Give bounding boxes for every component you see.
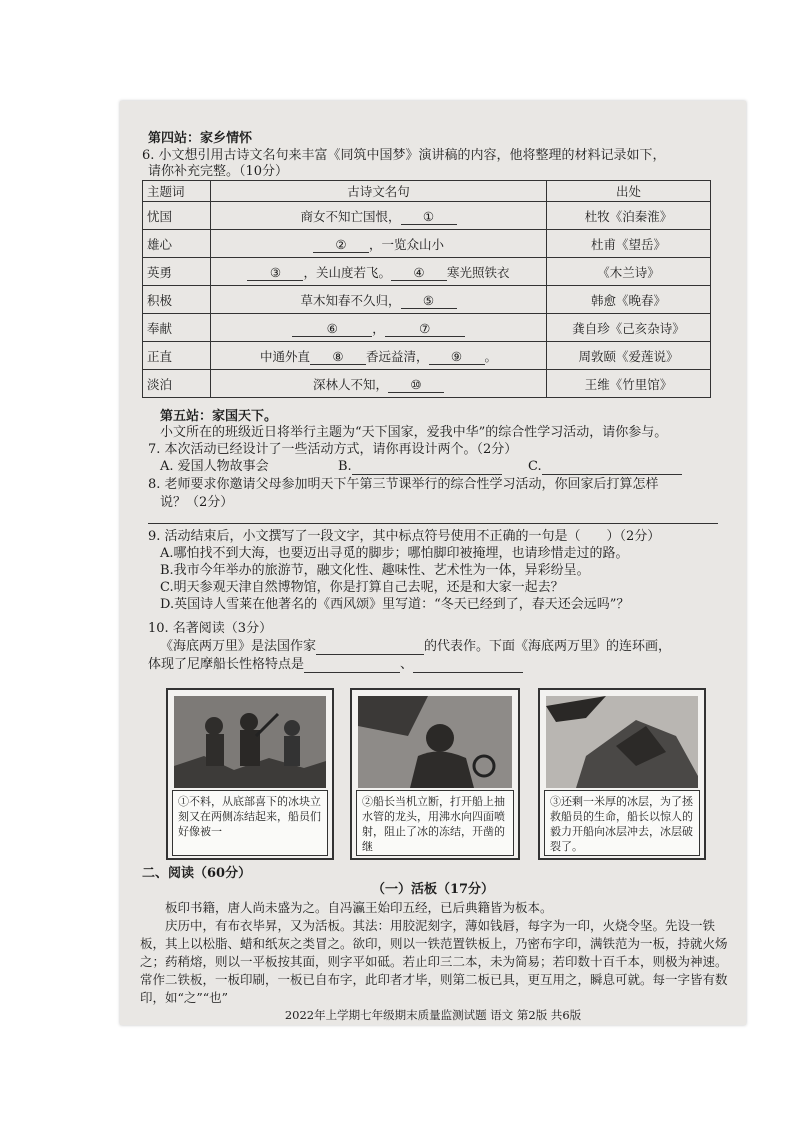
answer-blank: ⑥	[292, 321, 372, 337]
answer-blank: ⑤	[401, 293, 457, 309]
q9-option-c: C.明天参观天津自然博物馆，你是打算自己去呢，还是和大家一起去？	[160, 580, 564, 595]
answer-blank: ⑧	[310, 349, 366, 365]
comic-panel-2	[350, 688, 520, 860]
comic-caption-3: ③还剩一米厚的冰层，为了拯救船员的生命，船长以惊人的毅力开船向冰层冲去，冰层破裂了。	[544, 790, 700, 856]
page-footer: 2022年上学期七年级期末质量监测试题 语文 第2版 共6版	[284, 1008, 582, 1022]
quote-text: 寒光照铁衣	[447, 264, 510, 280]
poem-table	[142, 180, 711, 398]
header-quote: 古诗文名句	[211, 181, 547, 202]
row-theme: 奉献	[143, 314, 211, 342]
quote-text: 草木知春不久归，	[300, 292, 401, 308]
answer-blank: ①	[401, 209, 457, 225]
question-6-line1: 6. 小文想引用古诗文名句来丰富《同筑中国梦》演讲稿的内容，他将整理的材料记录如下，	[142, 148, 666, 163]
table-header-row	[143, 181, 711, 202]
table-row	[143, 230, 711, 258]
table-row	[143, 370, 711, 398]
question-8-line2: 说？（2分）	[160, 495, 234, 510]
station5-heading: 第五站：家国天下。	[160, 409, 278, 424]
answer-blank: ③	[247, 265, 303, 281]
station5-intro: 小文所在的班级近日将举行主题为“天下国家，爱我中华”的综合性学习活动，请你参与。	[160, 425, 668, 440]
reading-title: （一）活板（17分）	[371, 882, 495, 897]
row-quote	[211, 370, 547, 398]
q10-line1: 《海底两万里》是法国作家 的代表作。下面《海底两万里》的连环画，	[160, 639, 672, 654]
table-row	[143, 202, 711, 230]
quote-text: 深林人不知，	[312, 376, 388, 392]
row-quote	[211, 230, 547, 258]
row-theme: 英勇	[143, 258, 211, 286]
question-9: 9. 活动结束后，小文撰写了一段文字，其中标点符号使用不正确的一句是（ ）（2分）	[148, 529, 661, 544]
row-quote	[211, 202, 547, 230]
question-8-line1: 8. 老师要求你邀请父母参加明天下午第三节课举行的综合性学习活动，你回家后打算怎样	[148, 477, 659, 492]
header-theme: 主题词	[143, 181, 211, 202]
header-source: 出处	[547, 181, 711, 202]
exam-page	[120, 101, 746, 1025]
table-row	[143, 342, 711, 370]
q10-line2: 体现了尼摩船长性格特点是 、	[148, 657, 523, 673]
comic-panel-1	[166, 688, 334, 860]
comic-caption-1: ①不料，从底部喜下的冰块立刻又在两侧冻结起来，船员们好像被一	[172, 790, 328, 856]
comic-panel-3	[538, 688, 706, 860]
row-theme: 忧国	[143, 202, 211, 230]
q7-option-a: A. 爱国人物故事会	[160, 459, 269, 474]
row-source: 韩愈《晚春》	[547, 286, 711, 314]
quote-text: ，	[372, 320, 385, 336]
answer-blank: ④	[391, 265, 447, 281]
reading-section-heading: 二、阅读（60分）	[142, 866, 252, 881]
answer-blank: ②	[313, 237, 369, 253]
question-7: 7. 本次活动已经设计了一些活动方式，请你再设计两个。（2分）	[148, 442, 518, 457]
comic-illustration-2	[358, 696, 512, 788]
quote-text: 商女不知亡国恨，	[300, 208, 401, 224]
row-theme: 积极	[143, 286, 211, 314]
question-6-line2: 请你补充完整。（10分）	[148, 164, 289, 179]
q9-option-b: B.我市今年举办的旅游节，融文化性、趣味性、艺术性为一体，异彩纷呈。	[160, 563, 590, 578]
row-quote	[211, 342, 547, 370]
question-10: 10. 名著阅读（3分）	[148, 621, 273, 636]
table-row	[143, 314, 711, 342]
reading-paragraph-1: 板印书籍，唐人尚未盛为之。自冯瀛王始印五经，已后典籍皆为板本。	[165, 900, 553, 915]
row-quote	[211, 258, 547, 286]
comic-illustration-3	[546, 696, 698, 788]
q8-answer-line	[148, 523, 718, 524]
q9-option-a: A.哪怕找不到大海，也要迈出寻觅的脚步；哪怕脚印被掩埋，也请珍惜走过的路。	[160, 546, 629, 561]
row-source: 王维《竹里馆》	[547, 370, 711, 398]
answer-blank: ⑦	[385, 321, 465, 337]
quote-text: ，一览众山小	[368, 236, 444, 252]
answer-blank: ⑨	[429, 349, 485, 365]
row-theme: 淡泊	[143, 370, 211, 398]
table-row	[143, 286, 711, 314]
row-source: 杜甫《望岳》	[547, 230, 711, 258]
answer-blank: ⑩	[388, 377, 444, 393]
quote-text: 香远益清，	[365, 348, 429, 364]
table-row	[143, 258, 711, 286]
q7-option-c: C.	[528, 459, 682, 475]
row-quote	[211, 314, 547, 342]
row-theme: 正直	[143, 342, 211, 370]
q9-option-d: D.英国诗人雪莱在他著名的《西风颂》里写道：“冬天已经到了，春天还会远吗”？	[160, 597, 630, 612]
comic-caption-2: ②船长当机立断，打开船上抽水管的龙头，用沸水向四面喷射，阻止了冰的冻结，开凿的继	[356, 790, 514, 856]
row-source: 周敦颐《爱莲说》	[547, 342, 711, 370]
row-theme: 雄心	[143, 230, 211, 258]
reading-paragraph-2: 庆历中，有布衣毕昇，又为活板。其法：用胶泥刻字，薄如钱唇，每字为一印，火烧令坚。先设一铁板，其上以松脂、蜡和纸灰之类冒之。欲印，则以一铁范置铁板上，乃密布字印，满铁范为一板，持就火炀之；药稍熔，则以一平板按其面，则字平如砥。若止印三二本，未为简易；若印数十百千本，则极为神速。常作二铁板，一板印刷，一板已自布字，此印者才毕，则第二板已具，更互用之，瞬息可就。每一字皆有数印，如“之”“也”	[140, 918, 728, 1005]
row-quote	[211, 286, 547, 314]
q7-option-b: B.	[338, 459, 502, 475]
row-source: 杜牧《泊秦淮》	[547, 202, 711, 230]
row-source: 《木兰诗》	[547, 258, 711, 286]
quote-text: 中通外直	[259, 348, 310, 364]
quote-text: 。	[484, 348, 498, 364]
quote-text: ，关山度若飞。	[303, 264, 391, 280]
station4-heading: 第四站：家乡情怀	[148, 131, 253, 146]
comic-illustration-1	[174, 696, 326, 788]
row-source: 龚自珍《己亥杂诗》	[547, 314, 711, 342]
